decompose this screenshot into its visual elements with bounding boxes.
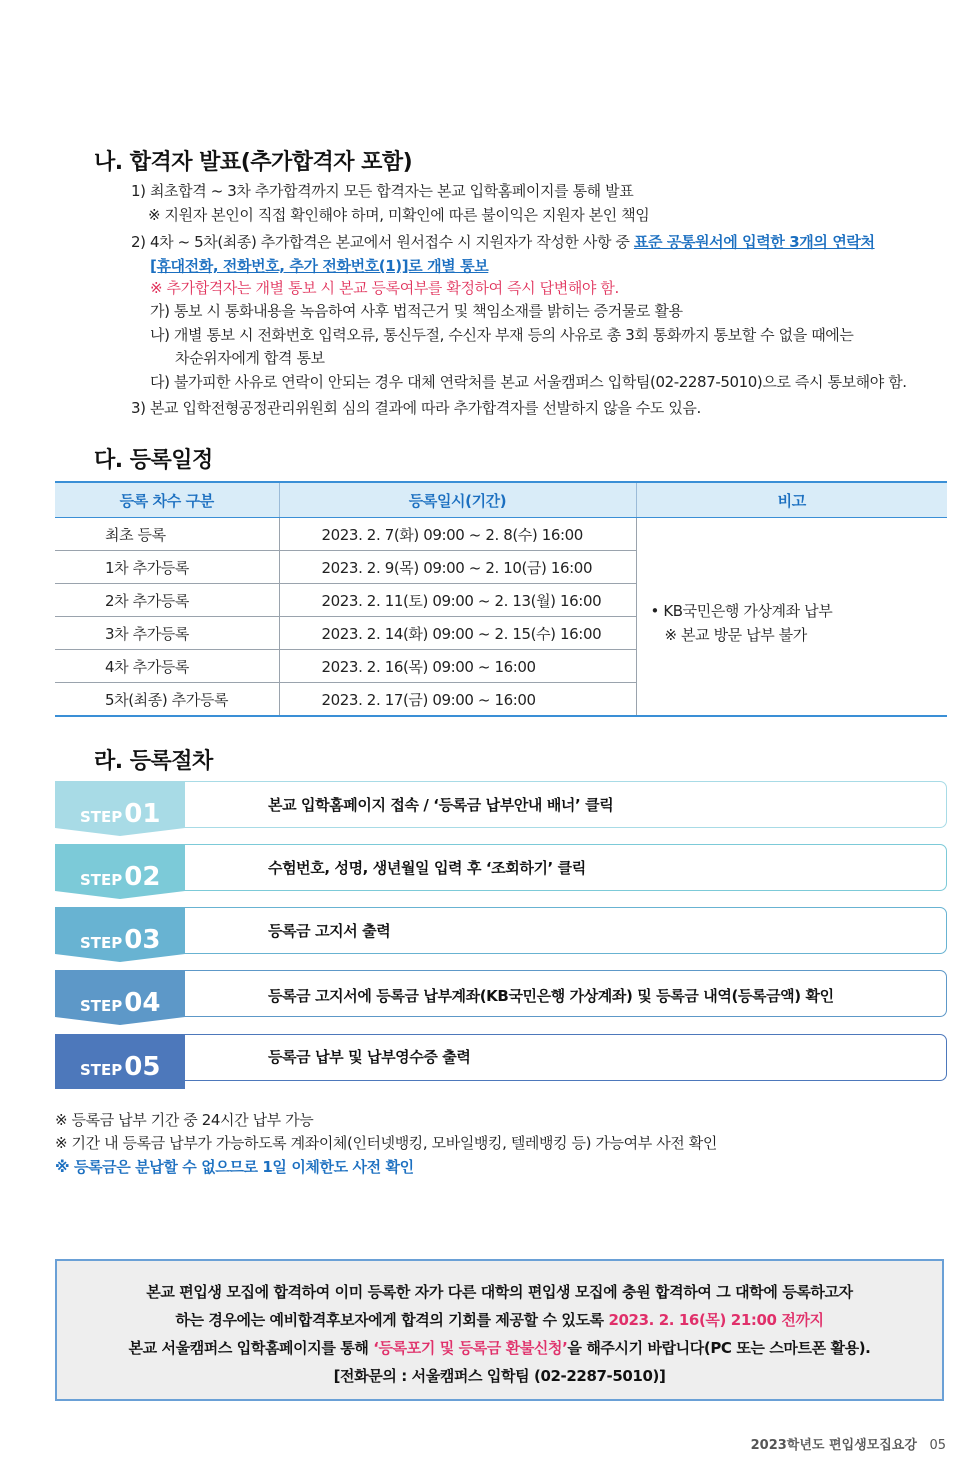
step-1-text: 본교 입학홈페이지 접속 / ‘등록금 납부안내 배너’ 클릭 (268, 796, 614, 814)
notice-refund-request: ‘등록포기 및 등록금 환불신청’ (373, 1339, 568, 1357)
page-footer (751, 1434, 946, 1453)
announcement-warning: ※ 추가합격자는 개별 통보 시 본교 등록여부를 확정하여 즉시 답변해야 함. (150, 279, 619, 297)
step-1-label: STEP01 (80, 799, 161, 829)
announcement-item-3: 3) 본교 입학전형공정관리위원회 심의 결과에 따라 추가합격자를 선발하지 않을 수도 있음. (131, 399, 701, 417)
remarks-cell (636, 518, 947, 717)
table-header-row (55, 482, 947, 518)
contact-highlight-2: [휴대전화, 전화번호, 추가 전화번호(1)]로 개별 통보 (150, 257, 489, 275)
payment-note-3: ※ 등록금은 분납할 수 없으므로 1일 이체한도 사전 확인 (55, 1158, 414, 1176)
step-3-text: 등록금 고지서 출력 (268, 922, 391, 940)
remarks-line-1: • KB국민은행 가상계좌 납부 (650, 601, 833, 620)
period-cell: 2023. 2. 16(목) 09:00 ~ 16:00 (279, 650, 636, 683)
table-header: 등록일시(기간) (279, 482, 636, 518)
step-3-label: STEP03 (80, 925, 161, 955)
registration-schedule-table (55, 481, 947, 717)
announcement-item-1: 1) 최초합격 ~ 3차 추가합격까지 모든 합격자는 본교 입학홈페이지를 통해 발표 (131, 182, 634, 200)
period-cell: 2023. 2. 7(화) 09:00 ~ 2. 8(수) 16:00 (279, 518, 636, 551)
announcement-sub-c: 다) 불가피한 사유로 연락이 안되는 경우 대체 연락처를 본교 서울캠퍼스 입학팀(02-2287-5010)으로 즉시 통보해야 함. (150, 373, 907, 391)
step-5-text: 등록금 납부 및 납부영수증 출력 (268, 1048, 471, 1066)
notice-line-2: 하는 경우에는 예비합격후보자에게 합격의 기회를 제공할 수 있도록 2023. 2. 16(목) 21:00 전까지 (175, 1311, 824, 1329)
round-cell: 4차 추가등록 (55, 650, 279, 683)
section-title-announcement: 나. 합격자 발표(추가합격자 포함) (94, 150, 413, 175)
step-5-label: STEP05 (80, 1052, 161, 1082)
period-cell: 2023. 2. 17(금) 09:00 ~ 16:00 (279, 683, 636, 717)
round-cell: 2차 추가등록 (55, 584, 279, 617)
period-cell: 2023. 2. 11(토) 09:00 ~ 2. 13(월) 16:00 (279, 584, 636, 617)
section-title-schedule: 다. 등록일정 (94, 448, 213, 473)
table-row (55, 518, 947, 551)
announcement-sub-a: 가) 통보 시 통화내용을 녹음하여 사후 법적근거 및 책임소재를 밝히는 증거물로 활용 (150, 302, 683, 320)
round-cell: 최초 등록 (55, 518, 279, 551)
step-2-text: 수험번호, 성명, 생년월일 입력 후 ‘조회하기’ 클릭 (268, 859, 586, 877)
step-2-label: STEP02 (80, 862, 161, 892)
payment-note-1: ※ 등록금 납부 기간 중 24시간 납부 가능 (55, 1111, 314, 1129)
announcement-sub-b: 나) 개별 통보 시 전화번호 입력오류, 통신두절, 수신자 부재 등의 사유로 총 3회 통화까지 통보할 수 없을 때에는 (150, 326, 854, 344)
table-header: 등록 차수 구분 (55, 482, 279, 518)
footer-label: 2023학년도 편입생모집요강 (750, 1438, 917, 1453)
section-title-procedure: 라. 등록절차 (94, 749, 213, 774)
announcement-item-1-note: ※ 지원자 본인이 직접 확인해야 하며, 미확인에 따른 불이익은 지원자 본인 책임 (148, 206, 650, 224)
payment-note-2: ※ 기간 내 등록금 납부가 가능하도록 계좌이체(인터넷뱅킹, 모바일뱅킹, 텔레뱅킹 등) 가능여부 사전 확인 (55, 1134, 717, 1152)
remarks-line-2: ※ 본교 방문 납부 불가 (664, 625, 807, 644)
contact-highlight: 표준 공통원서에 입력한 3개의 연락처 (633, 233, 875, 251)
announcement-sub-b-cont: 차순위자에게 합격 통보 (175, 349, 325, 367)
step-4-text: 등록금 고지서에 등록금 납부계좌(KB국민은행 가상계좌) 및 등록금 내역(등록금액) 확인 (268, 987, 834, 1005)
page-number: 05 (929, 1438, 946, 1453)
notice-deadline: 2023. 2. 16(목) 21:00 전까지 (608, 1311, 824, 1329)
notice-line-1: 본교 편입생 모집에 합격하여 이미 등록한 자가 다른 대학의 편입생 모집에 충원 합격하여 그 대학에 등록하고자 (146, 1283, 853, 1301)
notice-line-4: [전화문의 : 서울캠퍼스 입학팀 (02-2287-5010)] (333, 1367, 666, 1385)
table-header: 비고 (636, 482, 947, 518)
round-cell: 1차 추가등록 (55, 551, 279, 584)
period-cell: 2023. 2. 14(화) 09:00 ~ 2. 15(수) 16:00 (279, 617, 636, 650)
round-cell: 3차 추가등록 (55, 617, 279, 650)
step-4-label: STEP04 (80, 988, 161, 1018)
announcement-item-2 (131, 231, 875, 252)
refund-notice-box (55, 1259, 944, 1401)
notice-line-3: 본교 서울캠퍼스 입학홈페이지를 통해 ‘등록포기 및 등록금 환불신청’을 해주시기 바랍니다(PC 또는 스마트폰 활용). (128, 1339, 871, 1357)
announcement-item-2-text: 2) 4차 ~ 5차(최종) 추가합격은 본교에서 원서접수 시 지원자가 작성한 사항 중 (131, 233, 634, 251)
period-cell: 2023. 2. 9(목) 09:00 ~ 2. 10(금) 16:00 (279, 551, 636, 584)
round-cell: 5차(최종) 추가등록 (55, 683, 279, 717)
